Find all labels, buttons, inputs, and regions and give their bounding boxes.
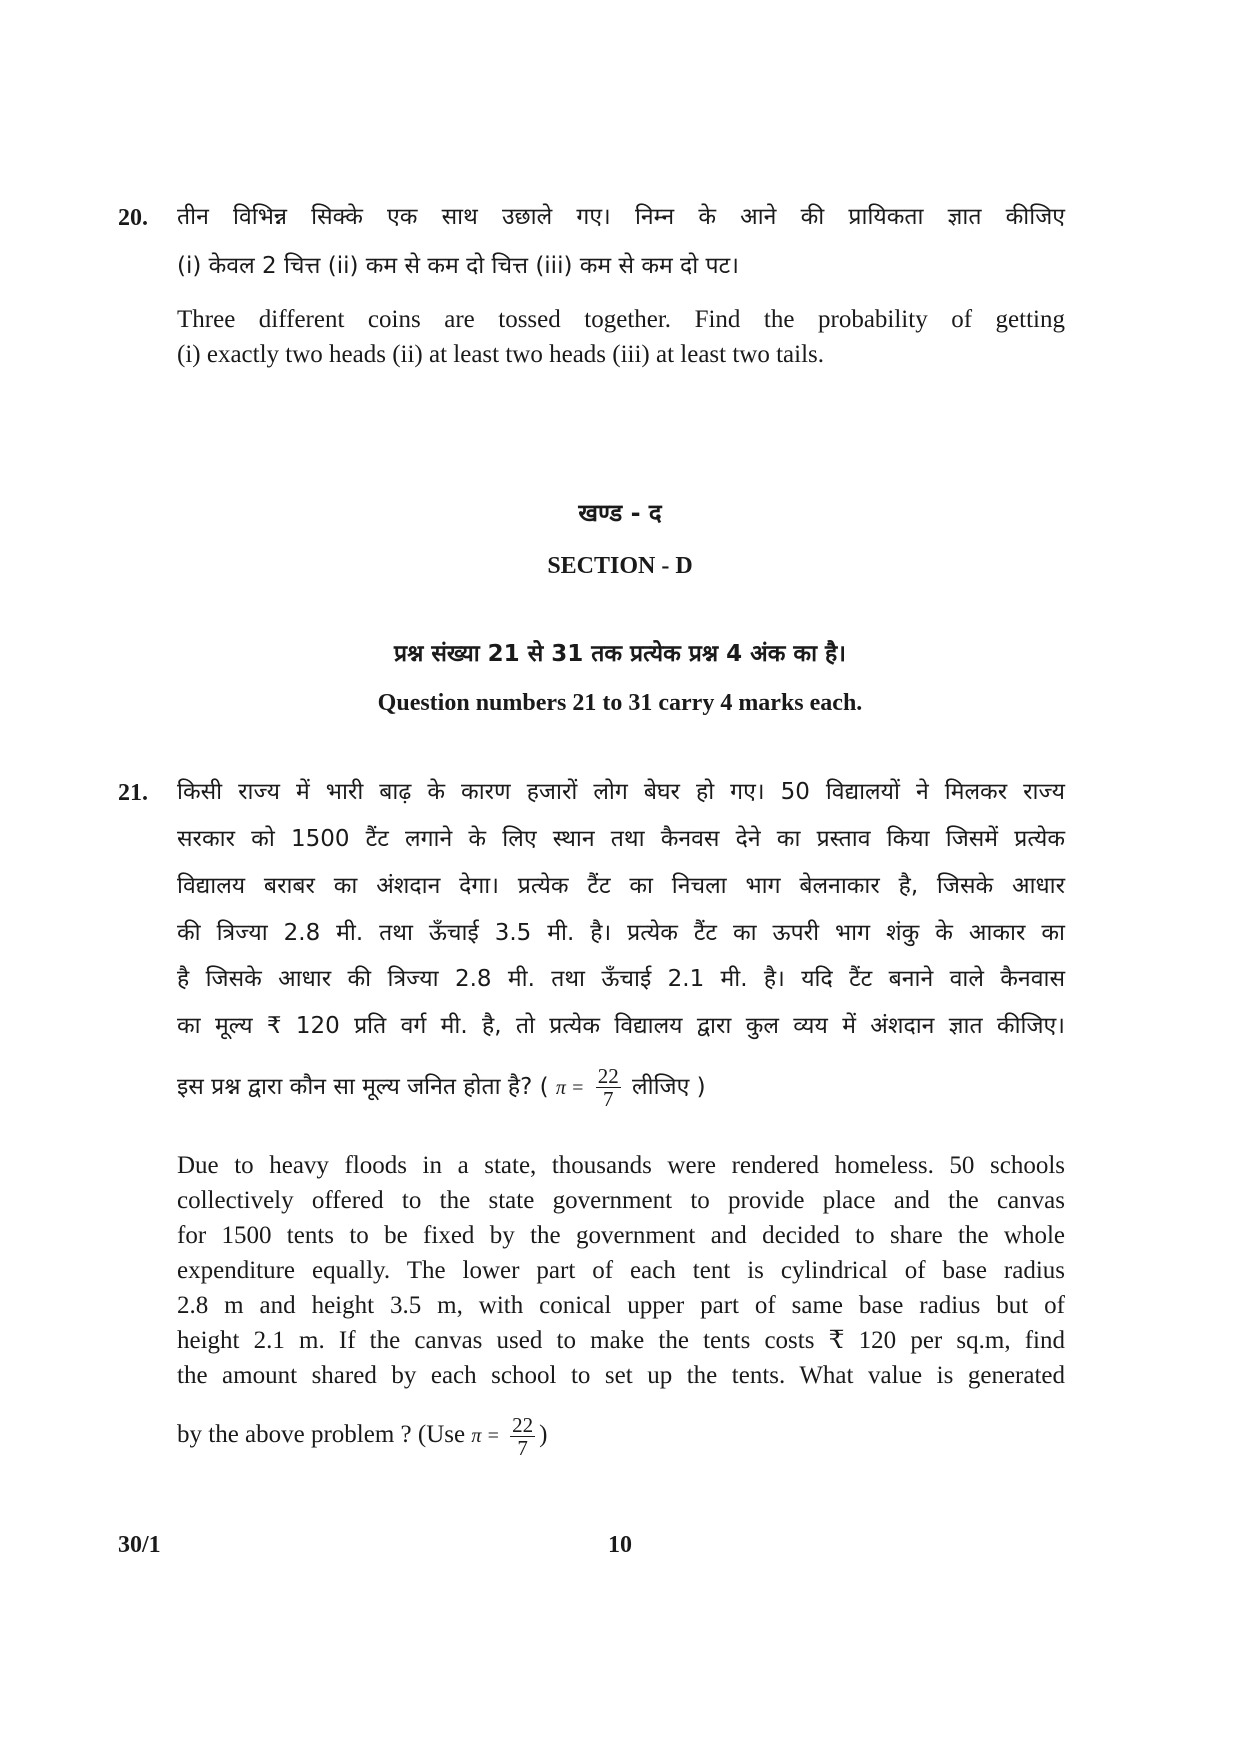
question-21-hindi-line: विद्यालय बराबर का अंशदान देगा। प्रत्येक टैंट का निचला भाग बेलनाकार है, जिसके आधार [177, 873, 1065, 899]
english-value-suffix: ) [539, 1421, 548, 1448]
hindi-value-prefix: इस प्रश्न द्वारा कौन सा मूल्य जनित होता है? ( [177, 1074, 549, 1100]
question-21-hindi-line: सरकार को 1500 टैंट लगाने के लिए स्थान तथा कैनवस देने का प्रस्ताव किया जिसमें प्रत्येक [177, 826, 1065, 852]
fraction-denominator: 7 [517, 1435, 528, 1460]
question-21-hindi-line: की त्रिज्या 2.8 मी. तथा ऊँचाई 3.5 मी. है। प्रत्येक टैंट का ऊपरी भाग शंकु के आकार का [177, 920, 1065, 946]
english-pi-symbol: π = [471, 1425, 500, 1447]
fraction-denominator: 7 [602, 1087, 614, 1111]
english-value-prefix: by the above problem ? (Use [177, 1421, 466, 1448]
question-20-english-line-2: (i) exactly two heads (ii) at least two heads (iii) at least two tails. [177, 341, 825, 368]
question-21-hindi-line: है जिसके आधार की त्रिज्या 2.8 मी. तथा ऊँचाई 2.1 मी. है। यदि टैंट बनाने वाले कैनवास [177, 966, 1065, 992]
hindi-pi-fraction [596, 1065, 621, 1110]
question-21-number: 21. [118, 780, 148, 806]
page-number: 10 [608, 1532, 632, 1558]
question-21-english-line: expenditure equally. The lower part of each tent is cylindrical of base radius [177, 1257, 1065, 1284]
question-21-english-value-line [177, 1411, 1065, 1460]
section-english-title: SECTION - D [547, 553, 693, 579]
section-english-instruction: Question numbers 21 to 31 carry 4 marks each. [377, 690, 863, 716]
question-21-english-line: collectively offered to the state government to provide place and the canvas [177, 1187, 1065, 1214]
question-21-hindi-value-line [177, 1065, 1065, 1110]
question-20-english-line-1: Three different coins are tossed together. Find the probability of getting [177, 306, 1065, 333]
question-21-english-line: height 2.1 m. If the canvas used to make the tents costs ₹ 120 per sq.m, find [177, 1327, 1065, 1354]
question-21-english-line: for 1500 tents to be fixed by the government and decided to share the whole [177, 1222, 1065, 1249]
question-21-english-line: the amount shared by each school to set up the tents. What value is generated [177, 1362, 1065, 1389]
question-21-hindi-line: किसी राज्य में भारी बाढ़ के कारण हजारों लोग बेघर हो गए। 50 विद्यालयों ने मिलकर राज्य [177, 779, 1065, 805]
question-20-hindi-line-2: (i) केवल 2 चित्त (ii) कम से कम दो चित्त (iii) कम से कम दो पट। [177, 253, 739, 279]
english-pi-fraction [510, 1414, 535, 1459]
section-hindi-instruction: प्रश्न संख्या 21 से 31 तक प्रत्येक प्रश्न 4 अंक का है। [394, 641, 846, 667]
question-21-hindi-line: का मूल्य ₹ 120 प्रति वर्ग मी. है, तो प्रत्येक विद्यालय द्वारा कुल व्यय में अंशदान ज्ञात कीजिए। [177, 1013, 1065, 1039]
question-20-hindi-line-1: तीन विभिन्न सिक्के एक साथ उछाले गए। निम्न के आने की प्रायिकता ज्ञात कीजिए [177, 204, 1065, 230]
question-21-english-line: Due to heavy floods in a state, thousands were rendered homeless. 50 schools [177, 1152, 1065, 1179]
section-hindi-title: खण्ड - द [578, 499, 662, 527]
fraction-numerator: 22 [597, 1064, 619, 1088]
fraction-numerator: 22 [512, 1412, 534, 1437]
hindi-value-suffix: लीजिए ) [632, 1074, 706, 1100]
question-21-english-line: 2.8 m and height 3.5 m, with conical upper part of same base radius but of [177, 1292, 1065, 1319]
question-20-number: 20. [118, 205, 148, 231]
paper-code: 30/1 [118, 1532, 161, 1558]
hindi-pi-symbol: π = [555, 1077, 585, 1099]
